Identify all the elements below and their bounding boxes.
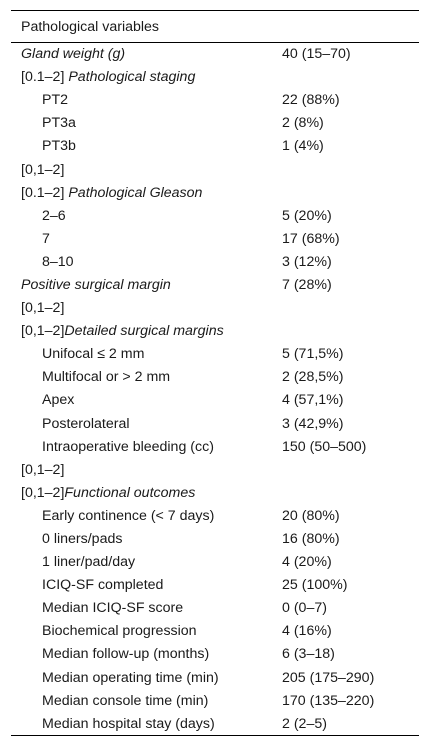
table-row	[11, 273, 419, 296]
row-label-cell	[11, 366, 282, 389]
row-value-cell: 20 (80%)	[282, 507, 340, 524]
row-value-cell: 2 (28,5%)	[282, 369, 344, 386]
row-label-cell	[11, 712, 282, 735]
row-label-cell	[11, 389, 282, 412]
table-row	[11, 597, 419, 620]
row-label: Median ICIQ-SF score	[42, 600, 184, 617]
row-value-cell: 5 (71,5%)	[282, 346, 344, 363]
row-label-cell	[11, 527, 282, 550]
row-value-cell: 1 (4%)	[282, 138, 324, 155]
table-row	[11, 412, 419, 435]
row-level-marker: [0,1–2]	[21, 461, 65, 478]
row-level-marker: [0,1–2]	[21, 161, 65, 178]
row-value-cell: 0 (0–7)	[282, 600, 327, 617]
row-label: PT3a	[42, 115, 76, 132]
row-label-cell	[11, 250, 282, 273]
table-row	[11, 527, 419, 550]
row-label: Multifocal or > 2 mm	[42, 369, 171, 386]
row-value-cell: 16 (80%)	[282, 531, 340, 548]
row-level-marker: [0,1–2]	[21, 484, 65, 501]
table-row	[11, 389, 419, 412]
row-value-cell	[282, 66, 419, 89]
row-value-cell	[282, 481, 419, 504]
table-row	[11, 181, 419, 204]
row-label: Median console time (min)	[42, 692, 209, 709]
row-label: Positive surgical margin	[21, 276, 171, 293]
row-value-cell: 205 (175–290)	[282, 669, 375, 686]
row-label: 2–6	[42, 207, 66, 224]
row-label-cell	[11, 43, 282, 66]
row-label-cell	[11, 227, 282, 250]
table-row	[11, 158, 419, 181]
table-row	[11, 135, 419, 158]
row-label-cell	[11, 481, 282, 504]
table-row	[11, 689, 419, 712]
row-label: Intraoperative bleeding (cc)	[42, 438, 214, 455]
row-label: 1 liner/pad/day	[42, 554, 136, 571]
row-value-cell: 4 (57,1%)	[282, 392, 344, 409]
table-row	[11, 504, 419, 527]
row-label-cell	[11, 551, 282, 574]
row-label-cell	[11, 66, 282, 89]
row-level-marker: [0.1–2]	[21, 184, 69, 201]
row-value-cell: 3 (12%)	[282, 253, 332, 270]
row-label-cell	[11, 204, 282, 227]
row-label: Median operating time (min)	[42, 669, 219, 686]
pathological-variables-table-container	[11, 10, 419, 736]
row-value-cell: 6 (3–18)	[282, 646, 335, 663]
row-value-cell	[282, 297, 419, 320]
table-header-cell: Pathological variables	[21, 18, 160, 35]
table-row	[11, 89, 419, 112]
table-header	[11, 11, 419, 43]
row-value-cell	[282, 181, 419, 204]
row-label-cell	[11, 412, 282, 435]
row-label-cell	[11, 643, 282, 666]
row-label: Apex	[42, 392, 75, 409]
row-value-cell: 17 (68%)	[282, 230, 340, 247]
row-label: Functional outcomes	[64, 484, 196, 501]
table-header-row	[11, 11, 419, 43]
table-row	[11, 250, 419, 273]
row-label-cell	[11, 666, 282, 689]
table-row	[11, 297, 419, 320]
row-value-cell: 2 (8%)	[282, 115, 324, 132]
table-row	[11, 666, 419, 689]
row-label-cell	[11, 597, 282, 620]
row-level-marker: [0,1–2]	[21, 300, 65, 317]
row-value-cell: 4 (16%)	[282, 623, 332, 640]
row-label-cell	[11, 181, 282, 204]
row-value-cell: 150 (50–500)	[282, 438, 367, 455]
row-label: Pathological staging	[68, 69, 196, 86]
table-row	[11, 227, 419, 250]
row-label-cell	[11, 504, 282, 527]
row-label-cell	[11, 689, 282, 712]
table-row	[11, 574, 419, 597]
row-label: 8–10	[42, 253, 74, 270]
row-value-cell: 3 (42,9%)	[282, 415, 344, 432]
row-label-cell	[11, 135, 282, 158]
table-row	[11, 643, 419, 666]
pathological-variables-table	[11, 10, 419, 736]
row-label-cell	[11, 273, 282, 296]
table-row	[11, 43, 419, 66]
row-label: Detailed surgical margins	[64, 323, 224, 340]
row-label: Unifocal ≤ 2 mm	[42, 346, 145, 363]
row-value-cell: 40 (15–70)	[282, 46, 351, 63]
row-value-cell: 22 (88%)	[282, 92, 340, 109]
row-value-cell: 25 (100%)	[282, 577, 348, 594]
row-label: Early continence (< 7 days)	[42, 507, 215, 524]
table-row	[11, 343, 419, 366]
table-row	[11, 320, 419, 343]
row-label: PT3b	[42, 138, 76, 155]
row-level-marker: [0.1–2]	[21, 69, 69, 86]
row-label: Median follow-up (months)	[42, 646, 210, 663]
table-row	[11, 481, 419, 504]
table-row	[11, 366, 419, 389]
row-label: ICIQ-SF completed	[42, 577, 164, 594]
row-label: Biochemical progression	[42, 623, 197, 640]
table-row	[11, 620, 419, 643]
row-label: 7	[42, 230, 50, 247]
row-label: PT2	[42, 92, 69, 109]
table-row	[11, 204, 419, 227]
row-label-cell	[11, 89, 282, 112]
row-label: Median hospital stay (days)	[42, 715, 215, 732]
table-row	[11, 435, 419, 458]
row-value-cell: 5 (20%)	[282, 207, 332, 224]
row-value-cell: 170 (135–220)	[282, 692, 375, 709]
table-row	[11, 712, 419, 735]
row-label-cell	[11, 158, 282, 181]
row-value-cell	[282, 158, 419, 181]
row-label: Gland weight (g)	[21, 46, 126, 63]
row-label: 0 liners/pads	[42, 531, 123, 548]
row-value-cell: 4 (20%)	[282, 554, 332, 571]
row-value-cell	[282, 458, 419, 481]
row-label-cell	[11, 343, 282, 366]
row-value-cell: 2 (2–5)	[282, 715, 327, 732]
table-row	[11, 551, 419, 574]
row-label-cell	[11, 320, 282, 343]
table-row	[11, 66, 419, 89]
row-label-cell	[11, 458, 282, 481]
row-label-cell	[11, 297, 282, 320]
row-value-cell: 7 (28%)	[282, 276, 332, 293]
table-row	[11, 112, 419, 135]
row-level-marker: [0,1–2]	[21, 323, 65, 340]
row-label-cell	[11, 112, 282, 135]
row-label: Pathological Gleason	[68, 184, 203, 201]
row-label-cell	[11, 574, 282, 597]
table-body	[11, 43, 419, 736]
row-value-cell	[282, 320, 419, 343]
row-label-cell	[11, 620, 282, 643]
row-label: Posterolateral	[42, 415, 130, 432]
row-label-cell	[11, 435, 282, 458]
table-row	[11, 458, 419, 481]
